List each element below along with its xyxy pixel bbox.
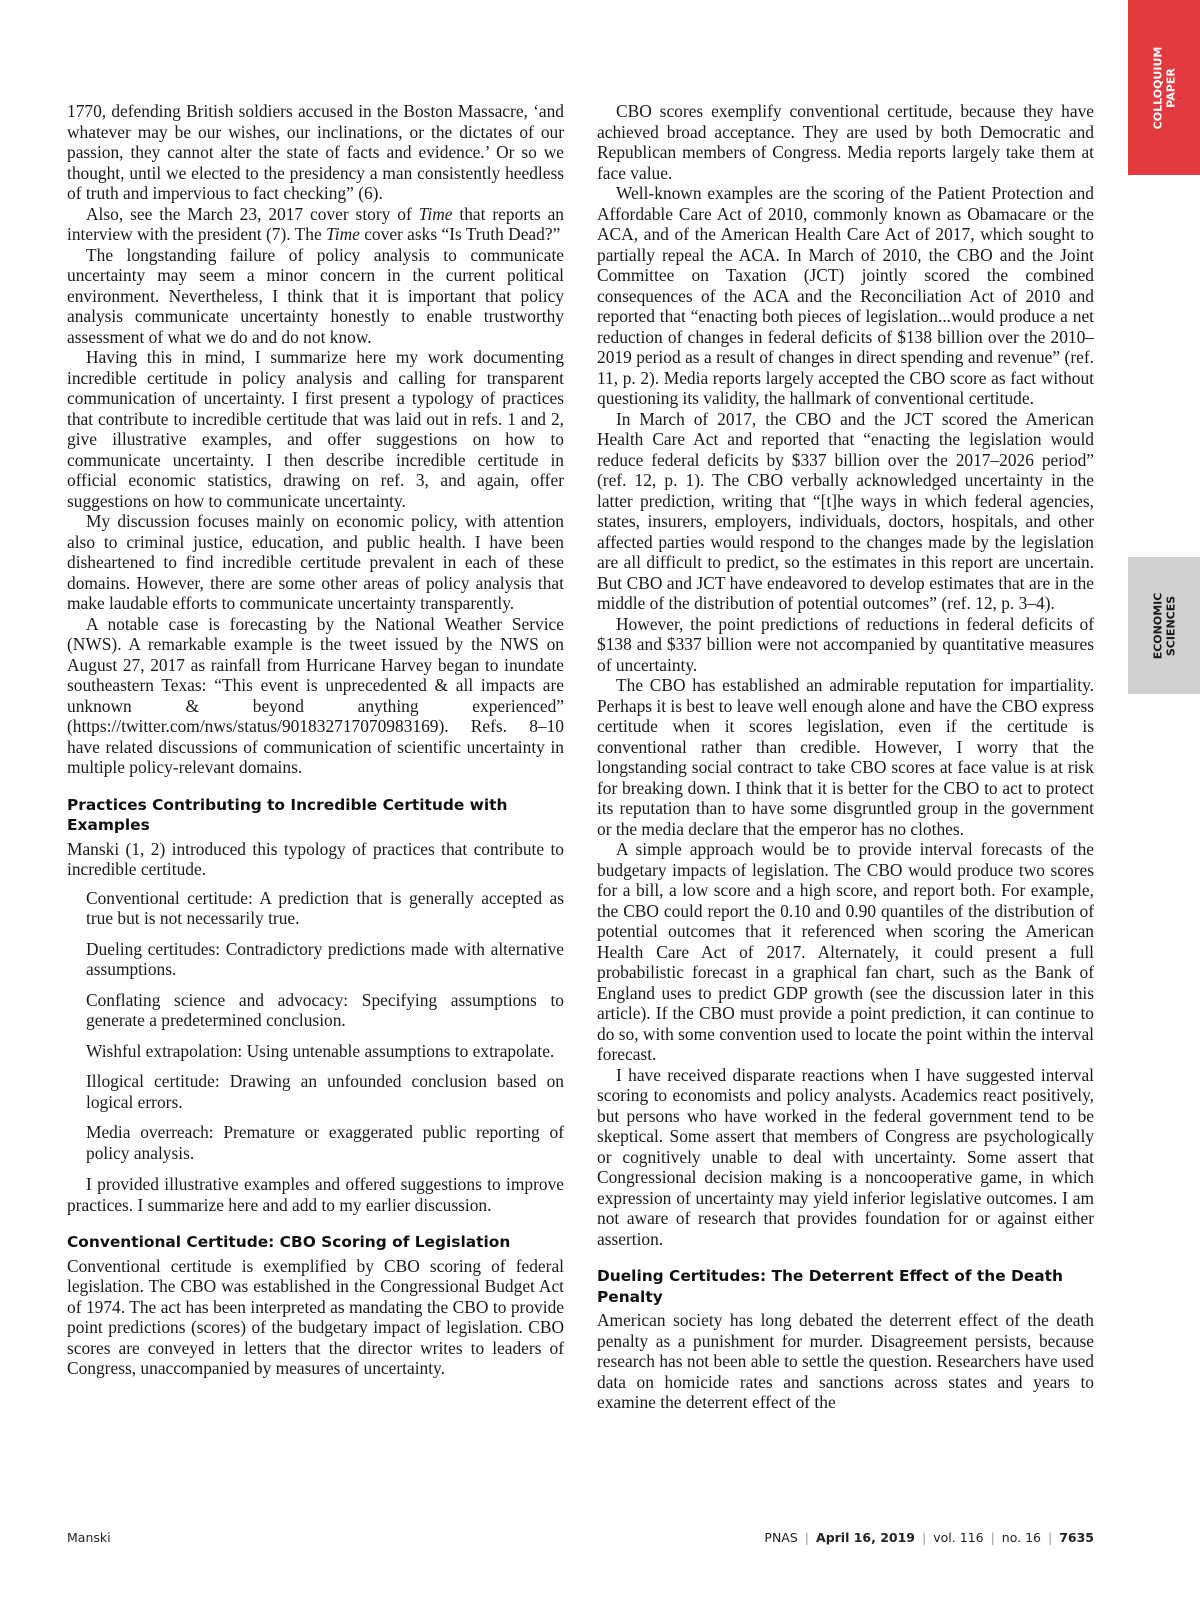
paragraph: 1770, defending British soldiers accused in the Boston Massacre, ‘and whatever may be our wishes, our inclinations, or the dictates of our passion, they cannot alter the state of facts and evidence.’ Or so we thought, until we elected to the presidency a man consistently heedless of truth and impervious to fact checking” (6).: [67, 101, 564, 203]
italic-title: Time: [418, 203, 453, 224]
list-item: Illogical certitude: Drawing an unfounded conclusion based on logical errors.: [86, 1071, 564, 1112]
colloquium-paper-tab: [1128, 0, 1200, 175]
paragraph: My discussion focuses mainly on economic policy, with attention also to criminal justice, education, and public health. I have been disheartened to find incredible certitude prevalent in each of these domains. However, there are some other areas of policy analysis that make laudable efforts to communicate uncertainty transparently.: [67, 511, 564, 613]
footer-page-number: 7635: [1059, 1530, 1094, 1545]
section-heading: Practices Contributing to Incredible Certitude with Examples: [67, 795, 508, 834]
list-item: Media overreach: Premature or exaggerated public reporting of policy analysis.: [86, 1122, 564, 1163]
paragraph: The longstanding failure of policy analysis to communicate uncertainty may seem a minor concern in the current political environment. Nevertheless, I think that it is important that policy analysis communicate uncertainty honestly to enable trustworthy assessment of what we do and do not know.: [67, 244, 564, 347]
paragraph: A notable case is forecasting by the National Weather Service (NWS). A remarkable example is the tweet issued by the NWS on August 27, 2017 as rainfall from Hurricane Harvey began to inundate southeastern Texas: “This event is unprecedented & all impacts are unknown & beyond anything experienced” (https://twitter.com/nws/status/901832717070983169). Refs. 8–10 have related discussions of communication of scientific uncertainty in multiple policy-relevant domains.: [67, 613, 564, 777]
economic-sciences-label: ECONOMIC SCIENCES: [1150, 592, 1177, 659]
italic-title: Time: [326, 224, 360, 244]
text-run: that reports an interview with the president (7). The: [67, 203, 565, 244]
colloquium-paper-label: COLLOQUIUM PAPER: [1151, 46, 1177, 129]
paragraph: I have received disparate reactions when I have suggested interval scoring to economists and policy analysts. Academics react positively, but persons who have worked in the federal government tend to be skeptical. Some assert that members of Congress are psychologically or cognitively unable to deal with uncertainty. Some assert that Congressional decision making is a noncooperative game, in which expression of uncertainty may yield inferior legislative outcomes. I am not aware of research that provides foundation for or against either assertion.: [597, 1064, 1094, 1249]
footer-volume: vol. 116: [933, 1530, 984, 1545]
section-heading: Dueling Certitudes: The Deterrent Effect of the Death Penalty: [597, 1267, 1063, 1306]
list-item: Conventional certitude: A prediction that is generally accepted as true but is not necessarily true.: [86, 887, 564, 928]
list-item: Conflating science and advocacy: Specifying assumptions to generate a predetermined conclusion.: [86, 989, 564, 1030]
paragraph: Well-known examples are the scoring of the Patient Protection and Affordable Care Act of 2010, commonly known as Obamacare or the ACA, and of the American Health Care Act of 2017, which sought to partially repeal the ACA. In March of 2010, the CBO and the Joint Committee on Taxation (JCT) jointly scored the combined consequences of the ACA and the Reconciliation Act of 2010 and reported that “enacting both pieces of legislation...would produce a net reduction of changes in federal deficits of $138 billion over the 2010–2019 period as a result of changes in direct spending and revenue” (ref. 11, p. 2). Media reports largely accepted the CBO score as fact without questioning its validity, the hallmark of conventional certitude.: [597, 183, 1094, 408]
paragraph: The CBO has established an admirable reputation for impartiality. Perhaps it is best to leave well enough alone and have the CBO express certitude when it scores legislation, even if the certitude is conventional rather than credible. However, I worry that the longstanding social contract to take CBO scores at face value is at risk for breaking down. I think that it is better for the CBO to act to protect its reputation than to have some disgruntled group in the government or the media declare that the emperor has no clothes.: [597, 675, 1094, 839]
footer-separator: |: [922, 1530, 927, 1545]
text-run: Also, see the March 23, 2017 cover story of: [86, 203, 419, 224]
left-column: [67, 101, 564, 1379]
economic-sciences-tab: [1128, 557, 1200, 694]
right-column: [597, 101, 1094, 1413]
footer-citation: [764, 1530, 1094, 1545]
footer-separator: |: [804, 1530, 810, 1545]
typology-list: [67, 888, 564, 1164]
paragraph: In March of 2017, the CBO and the JCT scored the American Health Care Act and reported that “enacting the legislation would reduce federal deficits by $337 billion over the 2017–2026 period” (ref. 12, p. 1). The CBO verbally acknowledged uncertainty in the latter prediction, writing that “[t]he ways in which federal agencies, states, insurers, employers, individuals, doctors, hospitals, and other affected parties would respond to the changes made by the legislation are all difficult to predict, so the estimates in this report are uncertain. But CBO and JCT have endeavored to develop estimates that are in the middle of the distribution of potential outcomes” (ref. 12, p. 3–4).: [597, 408, 1094, 613]
paragraph: CBO scores exemplify conventional certitude, because they have achieved broad acceptance. They are used by both Democratic and Republican members of Congress. Media reports largely take them at face value.: [597, 101, 1094, 183]
list-item: Dueling certitudes: Contradictory predictions made with alternative assumptions.: [86, 938, 564, 979]
paragraph: Conventional certitude is exemplified by CBO scoring of federal legislation. The CBO was established in the Congressional Budget Act of 1974. The act has been interpreted as mandating the CBO to provide point predictions (scores) of the budgetary impact of legislation. CBO scores are conveyed in letters that the director writes to leaders of Congress, unaccompanied by measures of uncertainty.: [67, 1255, 564, 1378]
paragraph: Manski (1, 2) introduced this typology of practices that contribute to incredible certitude.: [67, 838, 564, 879]
footer-journal: PNAS: [764, 1530, 798, 1545]
footer-author: Manski: [67, 1530, 111, 1545]
paragraph: A simple approach would be to provide interval forecasts of the budgetary impacts of legislation. The CBO would produce two scores for a bill, a low score and a high score, and report both. For example, the CBO could report the 0.10 and 0.90 quantiles of the distribution of potential outcomes that it referenced when scoring the American Health Care Act of 2017. Alternately, it could present a full probabilistic forecast in a graphical fan chart, such as the Bank of England uses to predict GDP growth (see the discussion later in this article). If the CBO must provide a point prediction, it can continue to do so, with some convention used to locate the point within the interval forecast.: [597, 839, 1094, 1064]
paragraph: Having this in mind, I summarize here my work documenting incredible certitude in policy analysis and calling for transparent communication of uncertainty. I first present a typology of practices that contribute to incredible certitude that was laid out in refs. 1 and 2, give illustrative examples, and offer suggestions on how to communicate uncertainty. I then describe incredible certitude in official economic statistics, drawing on ref. 3, and again, offer suggestions on how to communicate uncertainty.: [67, 347, 564, 511]
section-heading: Conventional Certitude: CBO Scoring of Legislation: [67, 1233, 511, 1251]
paragraph-time-cover: [67, 204, 564, 245]
paragraph: American society has long debated the deterrent effect of the death penalty as a punishment for murder. Disagreement persists, because research has not been able to settle the question. Researchers have used data on homicide rates and sanctions across states and years to examine the deterrent effect of the: [597, 1310, 1094, 1412]
footer-separator: |: [1047, 1530, 1053, 1545]
text-run: cover asks “Is Truth Dead?”: [359, 224, 561, 244]
paragraph: However, the point predictions of reductions in federal deficits of $138 and $337 billion were not accompanied by quantitative measures of uncertainty.: [597, 613, 1094, 675]
footer-separator: |: [990, 1530, 995, 1545]
list-item: Wishful extrapolation: Using untenable assumptions to extrapolate.: [86, 1040, 555, 1061]
paragraph: I provided illustrative examples and offered suggestions to improve practices. I summarize here and add to my earlier discussion.: [67, 1174, 564, 1215]
footer-date: April 16, 2019: [816, 1530, 916, 1545]
footer-issue: no. 16: [1001, 1530, 1041, 1545]
